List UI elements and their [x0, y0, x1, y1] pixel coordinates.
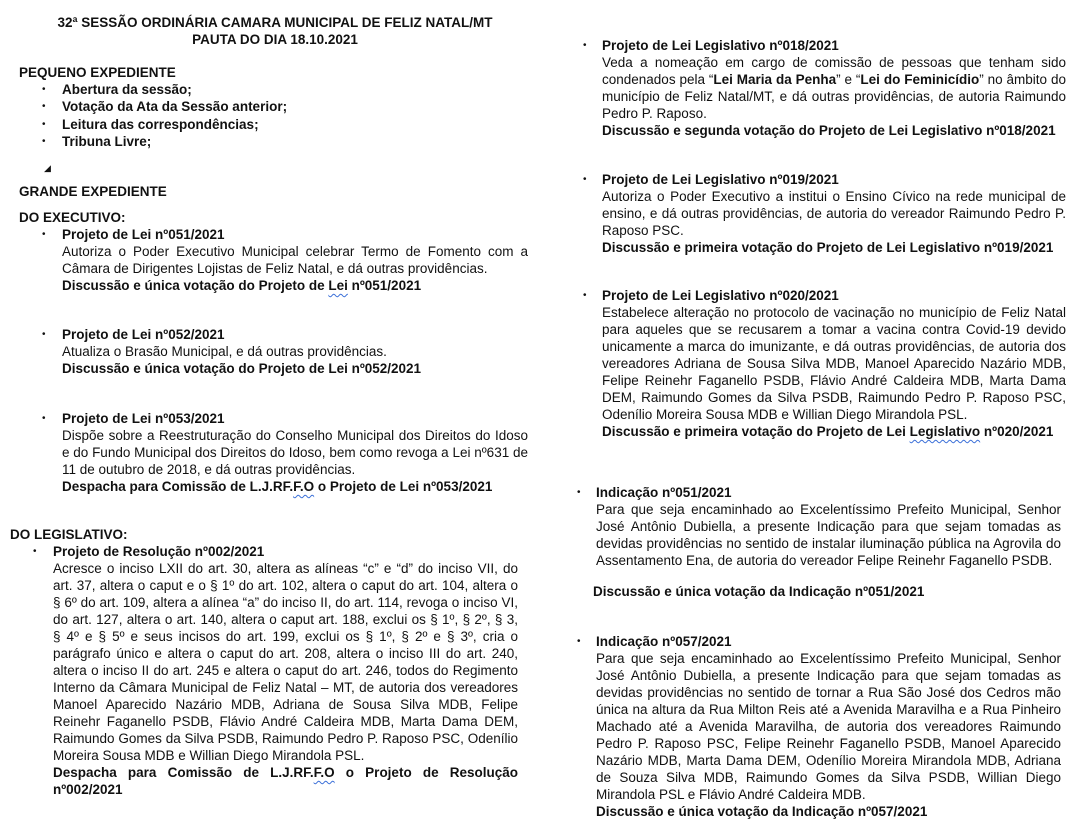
bullet-icon: • — [42, 119, 46, 130]
action-text-end: nº051/2021 — [347, 278, 422, 293]
item-description: Para que seja encaminhado ao Excelentíssimo Prefeito Municipal, Senhor José Antônio Dubiella, a presente Indicação para que sejam tomadas as devidas providências no sentido de tornar a Rua São José dos Cedros mão única na altura da Rua Milton Reis até a Avenida Maravilha e a Rua Pinheiro Machado até a Avenida Maravilha, de autoria dos vereadores Raimundo Pedro P. Raposo PSC, Felipe Reinehr Faganello PSDB, Manoel Aparecido Nazário MDB, Marta Dama DEM, Odenílio Moreira Mirandola MDB, Adriana de Souza Silva MDB, Raimundo Gomes da Silva PSDB, Willian Diego Mirandola PSL e Flávio André Caldeira MDB. — [596, 651, 1061, 802]
bullet-icon: • — [583, 290, 587, 301]
item-description: Acresce o inciso LXII do art. 30, altera as alíneas “c” e “d” do inciso VII, do art. 37, altera o caput e o § 1º do art. 102, altera o caput do art. 104, altera o § 6º do art. 109, altera a alínea “a” do inciso II, do art. 114, revoga o inciso VI, do art. 127, altera o art. 140, altera o caput art. 188, exclui os § 1º, § 2º, § 3, § 4º e § 5º e seus incisos do art. 199, exclui os § 1º, § 2º e § 3º, cria o parágrafo único e altera o caput do art. 208, altera o inciso III do art. 240, altera o inciso II do art. 245 e altera o caput do art. 246, todos do Regimento Interno da Câmara Municipal de Feliz Natal – MT, de autoria dos vereadores Manoel Aparecido Nazário MDB, Adriana de Sousa Silva MDB, Felipe Reinehr Faganello PSDB, Flávio André Caldeira MDB, Marta Dama DEM, Raimundo Gomes da Silva PSDB, Raimundo Pedro P. Raposo PSC, Odenílio Moreira Sousa MDB e Willian Diego Mirandola PSL. — [53, 561, 518, 763]
item-title: Projeto de Lei Legislativo nº019/2021 — [602, 172, 839, 187]
item-action — [602, 423, 1066, 440]
action-text-flagged: Lei — [328, 278, 348, 293]
action-text-end: nº020/2021 — [980, 424, 1054, 439]
action-text: Discussão e única votação do Projeto de — [62, 278, 329, 293]
bullet-icon: • — [42, 329, 46, 340]
action-text-flagged: F.O — [313, 765, 335, 780]
bullet-icon: • — [577, 636, 581, 647]
session-title-line1: 32ª SESSÃO ORDINÁRIA CAMARA MUNICIPAL DE FELIZ NATAL/MT — [57, 15, 493, 30]
agenda-item-ind057 — [596, 633, 1061, 820]
agenda-item-pll018 — [602, 37, 1066, 139]
bullet-icon: • — [42, 84, 46, 95]
item-title: Projeto de Lei nº052/2021 — [62, 327, 225, 342]
grande-expediente-heading: GRANDE EXPEDIENTE — [19, 184, 167, 199]
agenda-item-pl051 — [62, 226, 528, 294]
item-action: Discussão e única votação do Projeto de Lei nº052/2021 — [62, 361, 422, 376]
bullet-icon: • — [42, 229, 46, 240]
agenda-item-pl052 — [62, 326, 528, 377]
item-action: Discussão e única votação da Indicação nº051/2021 — [593, 584, 925, 599]
agenda-item-pll019 — [602, 171, 1066, 256]
action-text: Despacha para Comissão de L.J.RF. — [53, 765, 314, 780]
list-item: Votação da Ata da Sessão anterior; — [62, 99, 288, 114]
legislativo-heading: DO LEGISLATIVO: — [10, 527, 128, 542]
item-description: Atualiza o Brasão Municipal, e dá outras providências. — [62, 344, 387, 359]
desc-part: ” e “ — [836, 72, 861, 87]
agenda-item-ind051 — [596, 484, 1061, 569]
executivo-heading: DO EXECUTIVO: — [19, 210, 126, 225]
item-action — [53, 764, 518, 798]
bullet-icon: • — [583, 40, 587, 51]
law-name: Lei Maria da Penha — [713, 72, 837, 87]
desc-part: Veda a nomeação em cargo de comissão de pessoas que tenham sido condenados pela “ — [602, 55, 1066, 87]
action-text-end: o Projeto de Lei nº053/2021 — [314, 479, 493, 494]
bullet-icon: • — [42, 413, 46, 424]
item-title: Projeto de Lei Legislativo nº020/2021 — [602, 288, 839, 303]
item-title: Indicação nº057/2021 — [596, 634, 732, 649]
bullet-icon: • — [583, 174, 587, 185]
bullet-icon: • — [42, 101, 46, 112]
item-action — [62, 277, 528, 294]
item-description — [602, 54, 1066, 122]
list-item: Leitura das correspondências; — [62, 117, 259, 132]
item-title: Projeto de Lei Legislativo nº018/2021 — [602, 38, 839, 53]
item-title: Indicação nº051/2021 — [596, 485, 732, 500]
item-description: Autoriza o Poder Executivo a institui o Ensino Cívico na rede municipal de ensino, e dá outras providências, de autoria do vereador Raimundo Pedro P. Raposo PSC. — [602, 189, 1066, 238]
action-text-flagged: Legislativo — [909, 424, 981, 439]
item-title: Projeto de Lei nº053/2021 — [62, 411, 225, 426]
action-text: Despacha para Comissão de L.J.RF. — [62, 479, 294, 494]
agenda-item-pll020 — [602, 287, 1066, 440]
item-description: Para que seja encaminhado ao Excelentíssimo Prefeito Municipal, Senhor José Antônio Dubiella, a presente Indicação para que sejam tomadas as devidas providências no sentido de instalar iluminação pública na Agrovila do Assentamento Ena, de autoria do vereador Felipe Reinehr Faganello PSDB. — [596, 502, 1061, 568]
action-text-end: o Projeto de Resolução nº002/2021 — [53, 765, 518, 797]
desc-part: ” no âmbito do município de Feliz Natal/MT, e dá outras providências, de autoria Raimundo Pedro P. Raposo. — [602, 72, 1066, 121]
item-description: Dispõe sobre a Reestruturação do Conselho Municipal dos Direitos do Idoso e do Fundo Municipal dos Direitos do Idoso, bem como revoga a Lei nº631 de 11 de outubro de 2018, e dá outras providências. — [62, 428, 528, 477]
bullet-icon: • — [33, 546, 37, 557]
item-action: Discussão e segunda votação do Projeto de Lei Legislativo nº018/2021 — [602, 123, 1056, 138]
item-title: Projeto de Lei nº051/2021 — [62, 227, 225, 242]
item-action: Discussão e única votação da Indicação nº057/2021 — [596, 804, 928, 819]
bullet-icon: • — [577, 487, 581, 498]
item-action — [62, 478, 528, 495]
law-name: Lei do Feminicídio — [860, 72, 980, 87]
item-action: Discussão e primeira votação do Projeto de Lei Legislativo nº019/2021 — [602, 240, 1054, 255]
corner-marker-icon: ◢ — [44, 163, 51, 173]
agenda-item-resolucao002 — [53, 543, 518, 798]
session-title — [10, 14, 540, 48]
action-text: Discussão e primeira votação do Projeto de Lei — [602, 424, 910, 439]
agenda-item-pl053 — [62, 410, 528, 495]
item-description: Estabelece alteração no protocolo de vacinação no município de Feliz Natal para aqueles que se recusarem a tomar a vacina contra Covid-19 devido unicamente a marca do imunizante, e dá outras providências, de autoria dos vereadores Adriana de Sousa Silva MDB, Manoel Aparecido Nazário MDB, Felipe Reinehr Faganello PSDB, Flávio André Caldeira MDB, Marta Dama DEM, Raimundo Gomes da Silva PSDB, Raimundo Pedro P. Raposo PSC, Odenílio Moreira Sousa MDB e Willian Diego Mirandola PSL. — [602, 305, 1066, 422]
list-item: Tribuna Livre; — [62, 134, 152, 149]
action-text-flagged: F.O — [293, 479, 315, 494]
item-description: Autoriza o Poder Executivo Municipal celebrar Termo de Fomento com a Câmara de Dirigentes Lojistas de Feliz Natal, e dá outras providências. — [62, 244, 528, 276]
bullet-icon: • — [42, 136, 46, 147]
session-date-line: PAUTA DO DIA 18.10.2021 — [192, 32, 358, 47]
list-item: Abertura da sessão; — [62, 82, 192, 97]
item-title: Projeto de Resolução nº002/2021 — [53, 544, 265, 559]
pequeno-expediente-heading: PEQUENO EXPEDIENTE — [19, 65, 176, 80]
